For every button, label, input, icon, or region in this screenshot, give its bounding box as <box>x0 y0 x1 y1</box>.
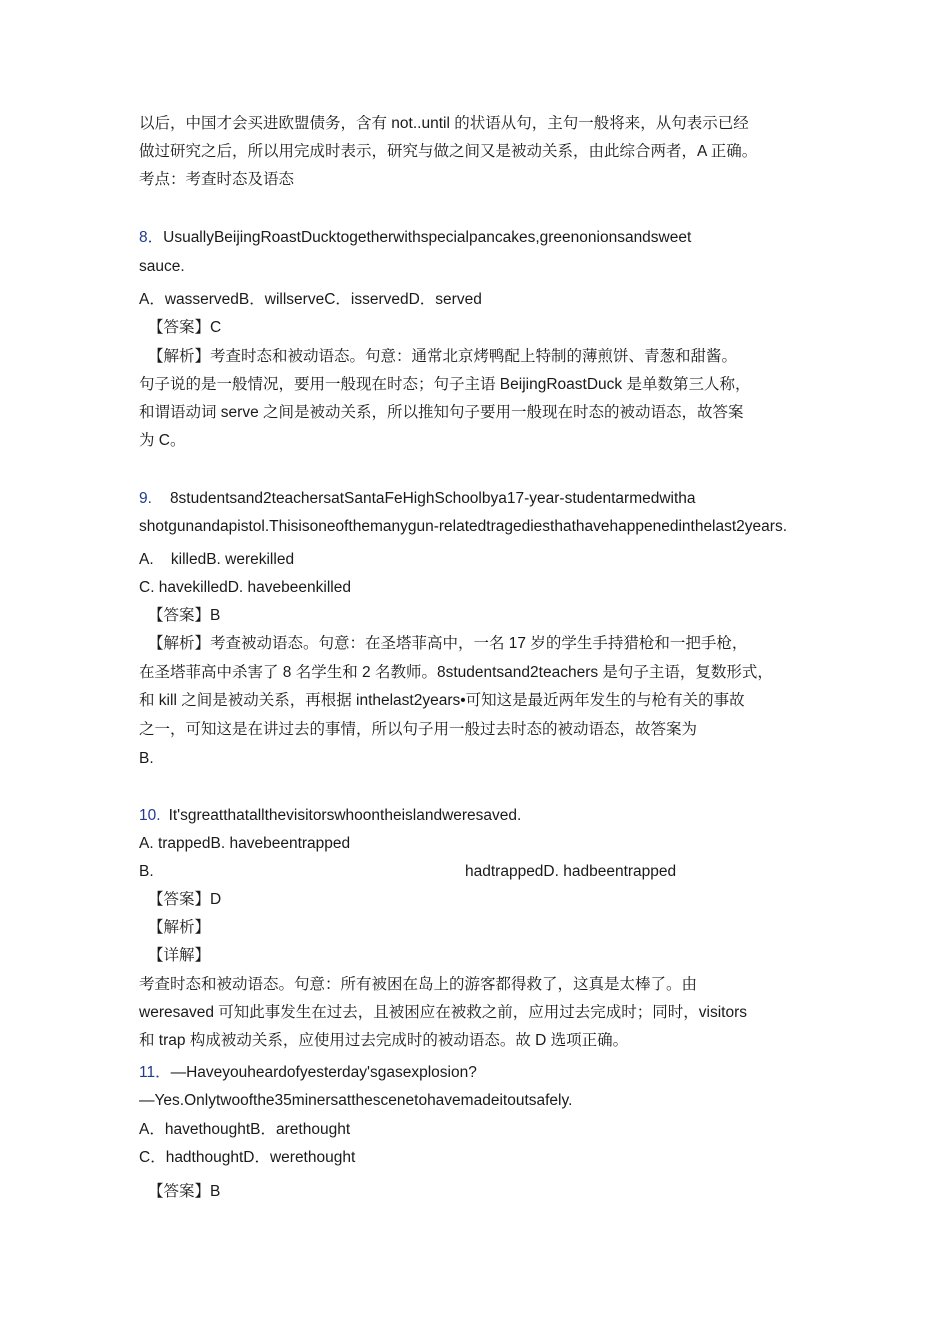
question-8-stem-cont: sauce. <box>139 258 185 275</box>
question-10-detail-2: weresaved 可知此事发生在过去，且被困应在被救之前，应用过去完成时；同时，visitors <box>139 1004 747 1021</box>
question-9-analysis-2: 在圣塔菲高中杀害了 8 名学生和 2 名教师。8studentsand2teachers 是句子主语，复数形式， <box>139 664 773 681</box>
question-10-stem-text: It'sgreatthatallthevisitorswhoontheislandweresaved. <box>168 807 522 824</box>
question-8-options: A．wasservedB．willserveC．isservedD．served <box>139 291 482 308</box>
question-11-stem <box>139 1063 477 1083</box>
question-9-stem-cont: shotgunandapistol.Thisisoneofthemanygun-relatedtragediesthathavehappenedinthelast2years. <box>139 518 788 535</box>
question-8-analysis-2: 句子说的是一般情况，要用一般现在时态；句子主语 BeijingRoastDuck 是单数第三人称， <box>139 376 751 393</box>
question-10-detail-label: 【详解】 <box>148 947 211 964</box>
question-9-options-1: A. killedB. werekilled <box>139 551 295 568</box>
question-8-analysis-3: 和谓语动词 serve 之间是被动关系，所以推知句子要用一般现在时态的被动语态，故答案 <box>139 404 744 421</box>
question-8-stem <box>139 228 691 248</box>
question-10-analysis-label: 【解析】 <box>148 919 211 936</box>
question-8-answer: 【答案】C <box>148 319 222 336</box>
question-9-analysis-1: 【解析】考查被动语态。句意：在圣塔菲高中，一名 17 岁的学生手持猎枪和一把手枪， <box>148 635 748 652</box>
question-8-analysis-1: 【解析】考查时态和被动语态。句意：通常北京烤鸭配上特制的薄煎饼、青葱和甜酱。 <box>148 348 738 365</box>
question-9-analysis-5: B. <box>139 750 154 767</box>
question-8-number: 8． <box>139 229 164 246</box>
question-11-stem-text: —Haveyouheardofyesterday'sgasexplosion? <box>170 1064 477 1081</box>
intro-line-1: 以后，中国才会买进欧盟债务，含有 not..until 的状语从句，主句一般将来，从句表示已经 <box>139 115 749 132</box>
question-10-detail-1: 考查时态和被动语态。句意：所有被困在岛上的游客都得救了，这真是太棒了。由 <box>139 976 698 993</box>
question-10-options-1: A. trappedB. havebeentrapped <box>139 835 351 852</box>
question-9-options-2: C. havekilledD. havebeenkilled <box>139 579 351 596</box>
question-10-options-2a: B. <box>139 863 154 880</box>
question-9-analysis-3: 和 kill 之间是被动关系，再根据 inthelast2years•可知这是最近两年发生的与枪有关的事故 <box>139 692 745 709</box>
question-11-answer: 【答案】B <box>148 1183 221 1200</box>
question-9-stem-text: 8studentsand2teachersatSantaFeHighSchoolbya17-year-studentarmedwitha <box>169 490 696 507</box>
question-11-number: 11． <box>139 1064 171 1081</box>
question-11-stem-cont: —Yes.Onlytwoofthe35minersatthescenetohavemadeitoutsafely. <box>139 1092 573 1109</box>
question-8-analysis-4: 为 C。 <box>139 432 186 449</box>
intro-line-3: 考点：考查时态及语态 <box>139 171 295 188</box>
question-10-stem <box>139 806 521 826</box>
question-9-number: 9. <box>139 490 152 507</box>
question-9-stem <box>139 489 696 509</box>
question-11-options-1: A．havethoughtB．arethought <box>139 1121 351 1138</box>
question-9-answer: 【答案】B <box>148 607 221 624</box>
intro-line-2: 做过研究之后，所以用完成时表示，研究与做之间又是被动关系，由此综合两者，A 正确。 <box>139 143 758 160</box>
question-10-number: 10. <box>139 807 161 824</box>
question-10-options-2b: hadtrappedD. hadbeentrapped <box>465 863 677 880</box>
question-10-detail-3: 和 trap 构成被动关系，应使用过去完成时的被动语态。故 D 选项正确。 <box>139 1032 629 1049</box>
question-8-stem-text: UsuallyBeijingRoastDucktogetherwithspecialpancakes,greenonionsandsweet <box>163 229 692 246</box>
question-11-options-2: C．hadthoughtD．werethought <box>139 1149 356 1166</box>
question-10-answer: 【答案】D <box>148 891 222 908</box>
question-9-analysis-4: 之一，可知这是在讲过去的事情，所以句子用一般过去时态的被动语态，故答案为 <box>139 721 698 738</box>
